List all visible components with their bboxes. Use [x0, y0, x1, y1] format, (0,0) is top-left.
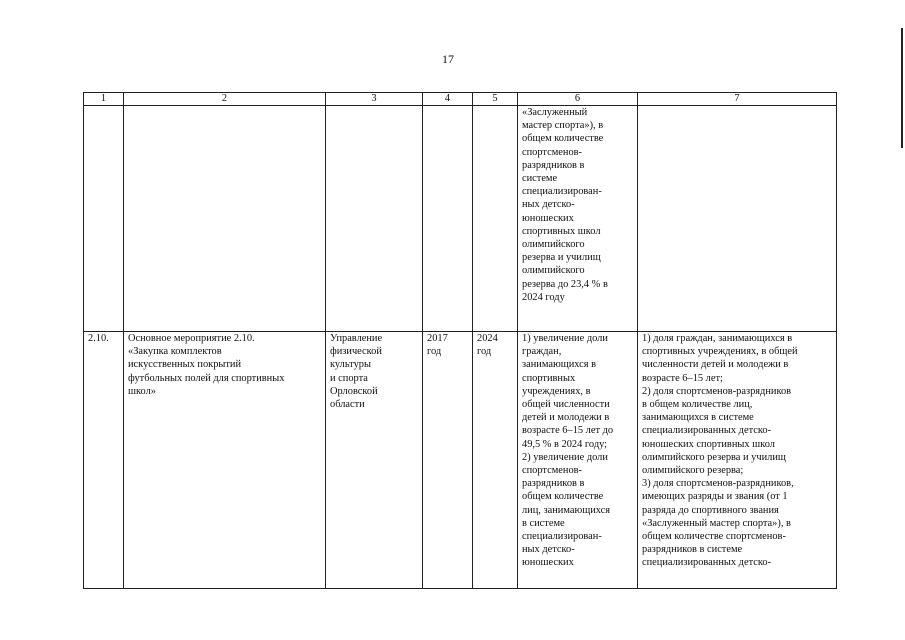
header-cell-3: 3 [326, 93, 423, 106]
cont-cell-2 [124, 106, 326, 332]
header-cell-1: 1 [84, 93, 124, 106]
cont-cell-3 [326, 106, 423, 332]
cont-cell-1 [84, 106, 124, 332]
continuation-row [84, 106, 837, 332]
cont-cell-7 [638, 106, 837, 332]
table-row [84, 332, 837, 589]
scan-edge-mark [901, 28, 903, 148]
header-cell-4: 4 [423, 93, 473, 106]
cont-result-text: «Заслуженный мастер спорта»), в общем количестве спортсменов- разрядников в системе специализирован- ных детско- юношеских спортивных школ олимпийского резерва и училищ олимпийского резерва до 23,4 % в 2024 году [518, 106, 638, 332]
header-row [84, 93, 837, 106]
row-result: 1) увеличение доли граждан, занимающихся в спортивных учреждениях, в общей численности детей и молодежи в возрасте 6–15 лет до 49,5 % в 2024 году; 2) увеличение доли спортсменов- разрядников в общем количестве лиц, занимающихся в системе специализирован- ных детско- юношеских [518, 332, 638, 589]
cont-cell-4 [423, 106, 473, 332]
row-end-year: 2024 год [473, 332, 518, 589]
row-number: 2.10. [84, 332, 124, 589]
program-table [83, 92, 837, 589]
cont-cell-5 [473, 106, 518, 332]
row-start-year: 2017 год [423, 332, 473, 589]
row-name: Основное мероприятие 2.10. «Закупка комплектов искусственных покрытий футбольных полей для спортивных школ» [124, 332, 326, 589]
row-indicators: 1) доля граждан, занимающихся в спортивных учреждениях, в общей численности детей и молодежи в возрасте 6–15 лет; 2) доля спортсменов-разрядников в общем количестве лиц, занимающихся в системе специализированных детско- юношеских спортивных школ олимпийского резерва и училищ олимпийского резерва; 3) доля спортсменов-разрядников, имеющих разряды и звания (от 1 разряда до спортивного звания «Заслуженный мастер спорта»), в общем количестве спортсменов- разрядников в системе специализированных детско- [638, 332, 837, 589]
header-cell-2: 2 [124, 93, 326, 106]
header-cell-7: 7 [638, 93, 837, 106]
page-number: 17 [442, 52, 454, 66]
header-cell-5: 5 [473, 93, 518, 106]
row-executor: Управление физической культуры и спорта Орловской области [326, 332, 423, 589]
header-cell-6: 6 [518, 93, 638, 106]
